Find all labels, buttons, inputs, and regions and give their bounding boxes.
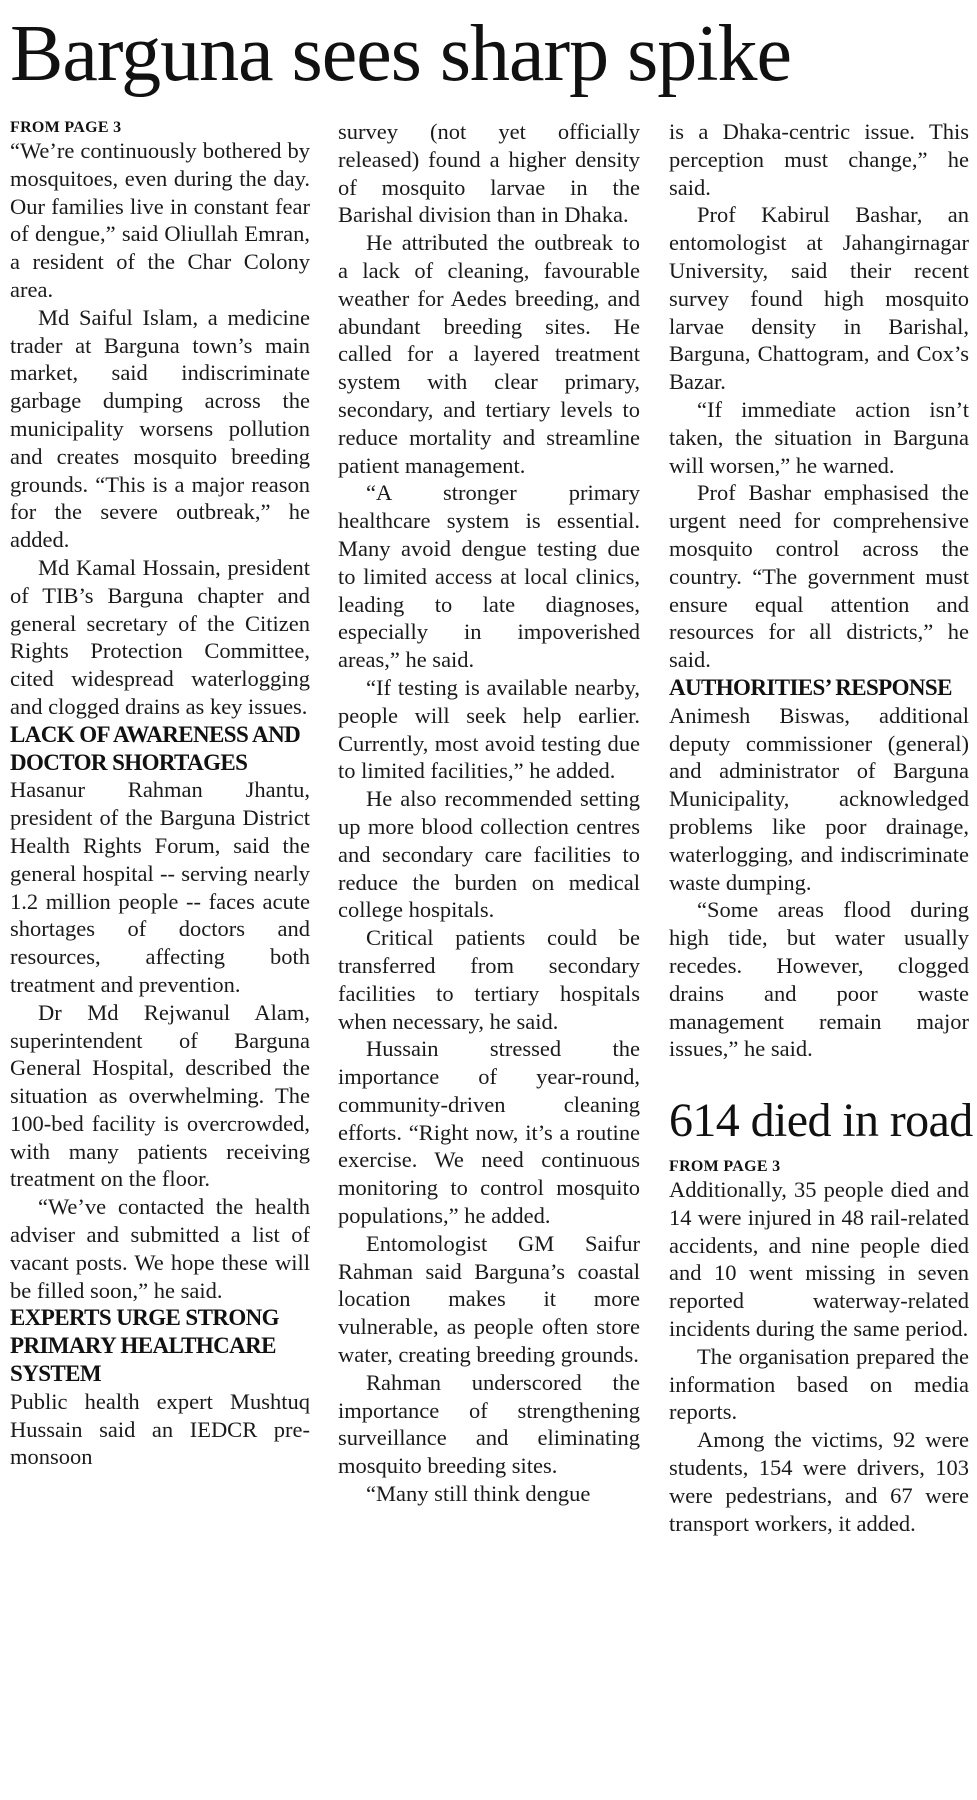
paragraph: Hussain stressed the importance of year-round, community-driven cleaning efforts. “Right now, it’s a routine exercise. We need continuous monitoring to control mosquito populations,” he added. — [338, 1036, 640, 1229]
paragraph: Prof Kabirul Bashar, an entomologist at Jahangirnagar University, said their recent survey found high mosquito larvae density in Barishal, Barguna, Chattogram, and Cox’s Bazar. — [669, 202, 969, 395]
paragraph: He attributed the outbreak to a lack of cleaning, favourable weather for Aedes breeding, and abundant breeding sites. He called for a layered treatment system with clear primary, secondary, and tertiary levels to reduce mortality and streamline patient management. — [338, 230, 640, 478]
paragraph: Hasanur Rahman Jhantu, president of the Barguna District Health Rights Forum, said the general hospital -- serving nearly 1.2 million people -- faces acute shortages of doctors and resources, affecting both treatment and prevention. — [10, 777, 310, 997]
paragraph: “We’re continuously bothered by mosquitoes, even during the day. Our families live in constant fear of dengue,” said Oliullah Emran, a resident of the Char Colony area. — [10, 138, 310, 302]
second-story-kicker: FROM PAGE 3 — [669, 1158, 781, 1176]
paragraph: “Some areas flood during high tide, but water usually recedes. However, clogged drains and poor waste management remain major issues,” he said. — [669, 897, 969, 1062]
paragraph: Public health expert Mushtuq Hussain said an IEDCR pre-monsoon — [10, 1388, 310, 1470]
paragraph: Additionally, 35 people died and 14 were injured in 48 rail-related accidents, and nine people died and 10 went missing in seven reported waterway-related incidents during the same period. — [669, 1177, 969, 1342]
paragraph: Critical patients could be transferred from secondary facilities to tertiary hospitals when necessary, he said. — [338, 925, 640, 1034]
paragraph: Animesh Biswas, additional deputy commissioner (general) and administrator of Barguna Municipality, acknowledged problems like poor drainage, waterlogging, and indiscriminate waste dumping. — [669, 702, 969, 895]
paragraph: Entomologist GM Saifur Rahman said Barguna’s coastal location makes it more vulnerable, as people often store water, creating breeding grounds. — [338, 1230, 640, 1368]
paragraph: Md Kamal Hossain, president of TIB’s Barguna chapter and general secretary of the Citizen Rights Protection Committee, cited widespread waterlogging and clogged drains as key issues. — [10, 554, 310, 719]
paragraph: The organisation prepared the information based on media reports. — [669, 1343, 969, 1425]
paragraph: Dr Md Rejwanul Alam, superintendent of Barguna General Hospital, described the situation as overwhelming. The 100-bed facility is overcrowded, with many patients receiving treatment on the floor. — [10, 999, 310, 1192]
paragraph: “We’ve contacted the health adviser and submitted a list of vacant posts. We hope these will be filled soon,” he said. — [10, 1194, 310, 1303]
paragraph: Prof Bashar emphasised the urgent need for comprehensive mosquito control across the country. “The government must ensure equal attention and resources for all districts,” he said. — [669, 480, 969, 673]
paragraph: “If testing is available nearby, people will seek help earlier. Currently, most avoid testing due to limited facilities,” he added. — [338, 674, 640, 784]
headline: Barguna sees sharp spike — [10, 10, 791, 98]
column-3 — [669, 118, 973, 1537]
from-page-kicker: FROM PAGE 3 — [10, 119, 122, 136]
paragraph: Among the victims, 92 were students, 154 were drivers, 103 were pedestrians, and 67 were transport workers, it added. — [669, 1427, 969, 1536]
subheading-experts-urge: EXPERTS URGE STRONG PRIMARY HEALTHCARE SYSTEM — [10, 1305, 279, 1387]
subheading-lack-of-awareness: LACK OF AWARENESS AND DOCTOR SHORTAGES — [10, 721, 301, 775]
paragraph: Md Saiful Islam, a medicine trader at Barguna town’s main market, said indiscriminate garbage dumping across the municipality worsens pollution and creates mosquito breeding grounds. “This is a major reason for the severe outbreak,” he added. — [10, 304, 310, 553]
paragraph: is a Dhaka-centric issue. This perception must change,” he said. — [669, 119, 969, 200]
second-story-headline: 614 died in road — [669, 1094, 973, 1148]
paragraph: Rahman underscored the importance of strengthening surveillance and eliminating mosquito breeding sites. — [338, 1369, 640, 1479]
subheading-authorities-response: AUTHORITIES’ RESPONSE — [669, 674, 952, 700]
column-2 — [338, 118, 640, 1508]
paragraph: survey (not yet officially released) found a higher density of mosquito larvae in the Barishal division than in Dhaka. — [338, 119, 640, 228]
column-1 — [10, 118, 310, 1471]
paragraph: “Many still think dengue — [366, 1481, 591, 1507]
paragraph: “If immediate action isn’t taken, the situation in Barguna will worsen,” he warned. — [669, 396, 969, 478]
paragraph: “A stronger primary healthcare system is essential. Many avoid dengue testing due to limited access at local clinics, leading to late diagnoses, especially in impoverished areas,” he said. — [338, 480, 640, 673]
paragraph: He also recommended setting up more blood collection centres and secondary care facilities to reduce the burden on medical college hospitals. — [338, 786, 640, 923]
